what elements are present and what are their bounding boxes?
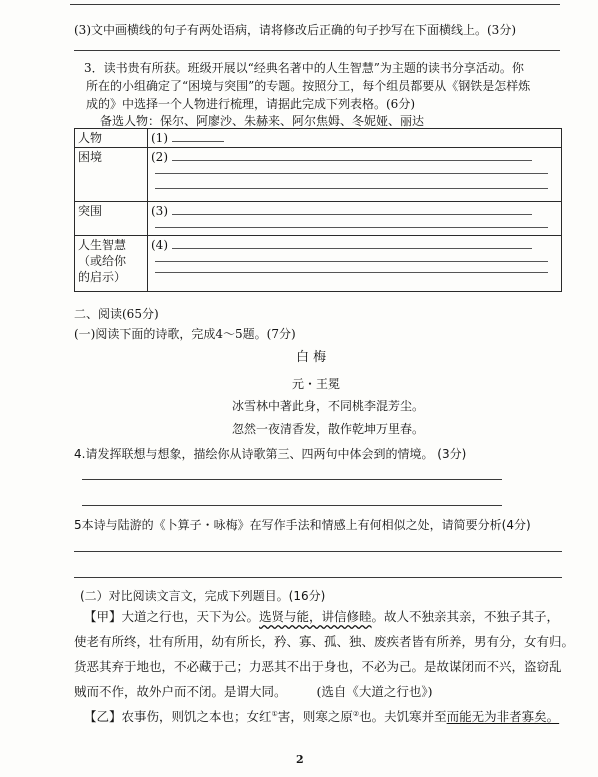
- poem-line: 冰雪林中著此身，不同桃李混芳尘。: [232, 399, 425, 413]
- passage-jia-line: [74, 684, 433, 700]
- answer-line: [155, 227, 548, 228]
- answer-line: [172, 150, 532, 161]
- answer-line: [82, 479, 502, 480]
- poem-title: 白 梅: [296, 350, 327, 365]
- question-5: 5本诗与陆游的《卜算子・咏梅》在写作手法和情感上有何相似之处，请简要分析(4分): [74, 518, 531, 532]
- answer-cell: [148, 129, 562, 148]
- row-number: (3): [151, 204, 168, 218]
- subsection-heading: (二）对比阅读文言文，完成下列题目。(16分): [80, 589, 326, 603]
- table-row: [75, 236, 562, 292]
- answer-cell: [148, 202, 562, 236]
- q3-sentence-instruction: (3)文中画横线的句子有两处语病，请将修改后正确的句子抄写在下面横线上。(3分): [74, 23, 516, 37]
- row-label: [75, 236, 148, 292]
- subsection-heading: (一)阅读下面的诗歌，完成4～5题。(7分): [74, 327, 296, 341]
- question-4: 4.请发挥联想与想象，描绘你从诗歌第三、四两句中体会到的情境。 (3分): [74, 447, 467, 461]
- answer-line: [155, 173, 548, 174]
- footnote-marker: ①: [271, 709, 278, 718]
- poem-line: 忽然一夜清香发，散作乾坤万里春。: [232, 422, 425, 436]
- passage-jia-line: [74, 634, 574, 650]
- poem-author: 元・王冕: [292, 377, 341, 391]
- row-label-line: （或给你: [78, 254, 127, 268]
- passage-text: 使老有所终，壮有所用，幼有所长，: [74, 634, 275, 649]
- page-number: 2: [296, 753, 304, 766]
- passage-jia-line: [84, 609, 559, 625]
- passage-tag: 【乙】: [84, 709, 122, 724]
- row-label: 困境: [75, 148, 148, 202]
- table-row: [75, 202, 562, 236]
- answer-line: [74, 50, 560, 51]
- table-row: [75, 129, 562, 148]
- answer-line: [172, 131, 224, 142]
- answer-line: [155, 272, 548, 273]
- top-rule: [70, 4, 560, 5]
- q3-reading-line3: 成的》中选择一个人物进行梳理，请据此完成下列表格。(6分): [86, 97, 416, 111]
- underlined-phrase: 而能无为非者寡矣。: [446, 709, 560, 724]
- row-number: (1): [151, 131, 168, 145]
- section-heading: 二、阅读(65分): [74, 307, 159, 321]
- answer-line: [74, 577, 562, 578]
- answer-line: [155, 261, 548, 262]
- passage-text: 农事伤，则饥之本也；女红: [121, 709, 272, 724]
- answer-line: [172, 204, 532, 215]
- passage-text: 贼而不作，故外户而不闭。是谓大同。: [74, 684, 287, 699]
- footnote-marker: ②: [352, 709, 360, 718]
- underlined-phrase: 选贤与能，讲信修睦: [259, 609, 372, 624]
- passage-source: (选自《大道之行也》): [316, 684, 433, 699]
- passage-text: 。故人不独亲其亲，不独子其子，: [371, 609, 560, 624]
- answer-line: [82, 505, 502, 506]
- row-number: (2): [151, 150, 168, 164]
- table-row: [75, 148, 562, 202]
- passage-text: 也。夫饥寒并至: [359, 709, 447, 724]
- answer-line: [172, 238, 532, 249]
- passage-tag: 【甲】: [84, 609, 122, 624]
- row-label: 突围: [75, 202, 148, 236]
- passage-jia-line: 货恶其弃于地也，不必藏于己；力恶其不出于身也，不必为己。是故谋闭而不兴，盗窃乱: [74, 659, 562, 674]
- candidate-characters: 备选人物：保尔、阿廖沙、朱赫来、阿尔焦姆、冬妮娅、丽达: [100, 114, 425, 128]
- passage-yi-line: [84, 709, 559, 725]
- answer-cell: [148, 236, 562, 292]
- q3-reading-line1: 3．读书贵有所获。班级开展以“经典名著中的人生智慧”为主题的读书分享活动。你: [84, 61, 524, 75]
- passage-text: 矜、寡、孤、独、废疾者皆有所养，男有分，女有归。: [274, 634, 575, 649]
- answer-cell: [148, 148, 562, 202]
- q3-reading-line2: 所在的小组确定了“困境与突围”的专题。按照分工，每个组员都要从《钢铁是怎样炼: [86, 79, 531, 93]
- answer-line: [74, 551, 562, 552]
- row-label-line: 人生智慧: [78, 238, 127, 252]
- passage-text: 大道之行也，天下为公。: [121, 609, 260, 624]
- passage-text: 害，则寒之原: [277, 709, 353, 724]
- answer-line: [155, 188, 548, 189]
- character-table: [74, 128, 562, 292]
- row-number: (4): [151, 238, 168, 252]
- row-label-line: 的启示）: [78, 270, 127, 284]
- row-label: 人物: [75, 129, 148, 148]
